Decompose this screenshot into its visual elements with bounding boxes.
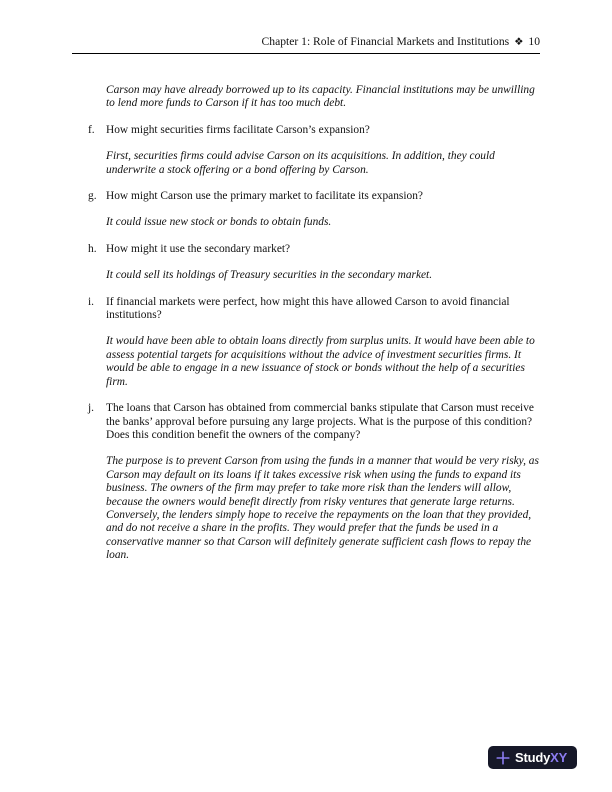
- question-text: How might securities firms facilitate Carson’s expansion?: [106, 123, 370, 136]
- question-text: The loans that Carson has obtained from commercial banks stipulate that Carson must receive the banks’ approval before pursuing any large projects. What is the purpose of this condition? Does this condition benefit the owners of the company?: [106, 402, 534, 441]
- question-letter: f.: [88, 123, 95, 136]
- document-body: [72, 84, 540, 576]
- answer-text: Carson may have already borrowed up to its capacity. Financial institutions may be unwilling to lend more funds to Carson if it has too much debt.: [106, 84, 535, 110]
- question-item: [72, 243, 540, 256]
- question-letter: j.: [88, 402, 95, 415]
- header-page-number: 10: [528, 35, 540, 48]
- answer-paragraph: [106, 455, 540, 562]
- answer-text: First, securities firms could advise Carson on its acquisitions. In addition, they could underwrite a stock offering or a bond offering by Carson.: [106, 150, 495, 176]
- question-item: [72, 296, 540, 323]
- question-letter: g.: [88, 190, 97, 203]
- brand-text: [515, 750, 567, 765]
- plus-icon: [496, 751, 510, 765]
- question-letter: i.: [88, 295, 95, 308]
- answer-text: It could sell its holdings of Treasury securities in the secondary market.: [106, 269, 433, 282]
- question-item: [72, 124, 540, 137]
- answer-paragraph: [106, 150, 540, 177]
- header-title: Chapter 1: Role of Financial Markets and Institutions: [261, 35, 510, 48]
- answer-paragraph: [106, 216, 540, 229]
- question-item: [72, 190, 540, 203]
- page-header: [72, 35, 540, 54]
- question-text: How might Carson use the primary market to facilitate its expansion?: [106, 190, 423, 203]
- studyxy-badge[interactable]: [488, 746, 577, 769]
- brand-text-secondary: XY: [550, 750, 568, 765]
- brand-text-primary: Study: [515, 750, 551, 765]
- question-text: How might it use the secondary market?: [106, 242, 291, 255]
- answer-text: It could issue new stock or bonds to obtain funds.: [106, 216, 332, 229]
- question-text: If financial markets were perfect, how might this have allowed Carson to avoid financial institutions?: [106, 295, 510, 322]
- question-item: [72, 402, 540, 442]
- answer-text: The purpose is to prevent Carson from using the funds in a manner that would be very risky, as Carson may default on its loans if it takes excessive risk when using the funds to expand its business. The owners of the firm may prefer to take more risk than the lenders will allow, because the owners would benefit directly from risky ventures that generate large returns. Conversely, the lenders simply hope to receive the repayments on the loan that they provided, and do not receive a share in the profits. They would prefer that the funds be used in a conservative manner so that Carson will definitely generate sufficient cash flows to repay the loan.: [106, 455, 539, 562]
- answer-paragraph: [106, 335, 540, 389]
- answer-paragraph: [106, 84, 540, 111]
- question-letter: h.: [88, 242, 97, 255]
- ornament-diamond-icon: ❖: [514, 36, 524, 48]
- answer-text: It would have been able to obtain loans directly from surplus units. It would have been able to assess potential targets for acquisitions without the advice of investment securities firms. It would be able to engage in a new issuance of stock or bonds without the help of a securities firm.: [106, 335, 535, 388]
- answer-paragraph: [106, 269, 540, 282]
